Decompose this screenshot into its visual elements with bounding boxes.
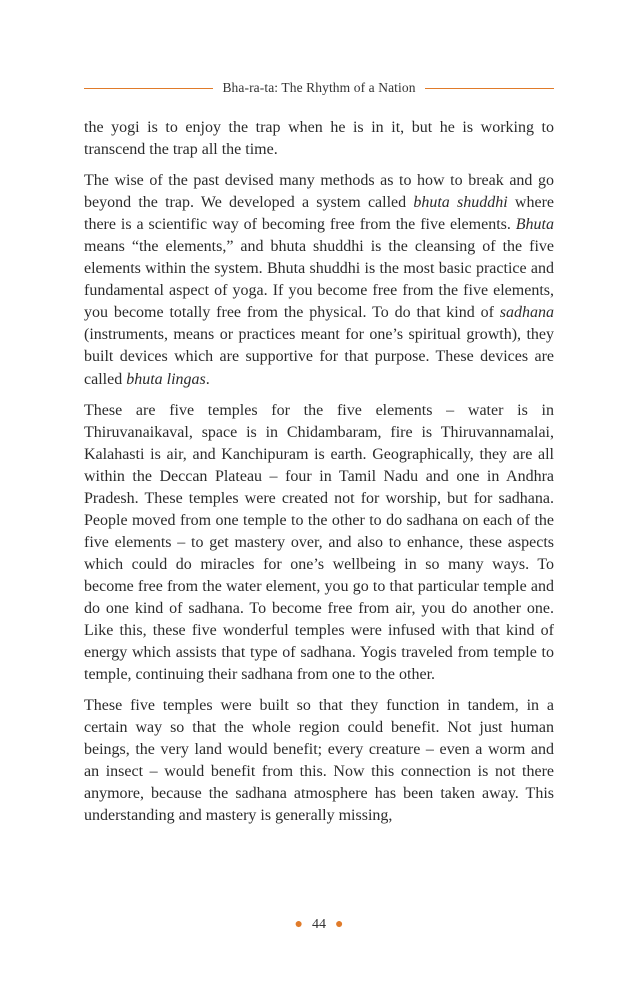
paragraph-2-span: where there is a scientific way of becoming free from the five elements.	[84, 194, 555, 234]
page-number: 44	[312, 917, 326, 932]
paragraph-2	[84, 170, 554, 390]
bullet-right-icon: ●	[335, 917, 344, 932]
paragraph-3: These are five temples for the five elements – water is in Thiruvanaikaval, space is in Chidambaram, fire is Thiruvannamalai, Kalahasti is air, and Kanchipuram is earth. Geographically, they are all within the Deccan Plateau – four in Tamil Nadu and one in Andhra Pradesh. These temples were created not for worship, but for sadhana. People moved from one temple to the other to do sadhana on each of the five elements – to get mastery over, and also to enhance, these aspects which could do miracles for one’s wellbeing in so many ways. To become free from the water element, you go to that particular temple and do one kind of sadhana. To become free from air, you do another one. Like this, these five wonderful temples were infused with that kind of energy which assists that type of sadhana. Yogis traveled from temple to temple, continuing their sadhana from one to the other.	[84, 401, 554, 684]
paragraph-1: the yogi is to enjoy the trap when he is in it, but he is working to transcend the trap all the time.	[84, 119, 554, 159]
header-rule-left	[84, 88, 213, 89]
running-title: Bha-ra-ta: The Rhythm of a Nation	[222, 80, 416, 95]
paragraph-2-span: means “the elements,” and bhuta shuddhi is the cleansing of the five elements within the system. Bhuta shuddhi is the most basic practice and fundamental aspect of yoga. If you become free from the five elements, you become totally free from the physical. To do that kind of	[84, 238, 554, 322]
page-footer	[0, 917, 638, 933]
bullet-left-icon: ●	[294, 917, 303, 932]
paragraph-2-span: .	[205, 370, 210, 388]
term-bhuta-lingas: bhuta lingas	[126, 370, 206, 388]
paragraph-4: These five temples were built so that they function in tandem, in a certain way so that the whole region could benefit. Not just human beings, the very land would benefit; every creature – even a worm and an insect – would benefit from this. Now this connection is not there anymore, because the sadhana atmosphere has been taken away. This understanding and mastery is generally missing,	[84, 697, 554, 825]
header-rule-right	[425, 88, 554, 89]
body-text	[84, 117, 554, 836]
paragraph-2-span: (instruments, means or practices meant for one’s spiritual growth), they built devices which are supportive for that purpose. These devices are called	[84, 326, 554, 388]
term-bhuta-shuddhi: bhuta shuddhi	[413, 194, 508, 212]
term-bhuta: Bhuta	[515, 216, 554, 234]
term-sadhana: sadhana	[499, 304, 554, 322]
paragraph-2-span: The wise of the past devised many methods as to how to break and go beyond the trap. We developed a system called	[84, 172, 554, 212]
running-header	[84, 80, 554, 96]
